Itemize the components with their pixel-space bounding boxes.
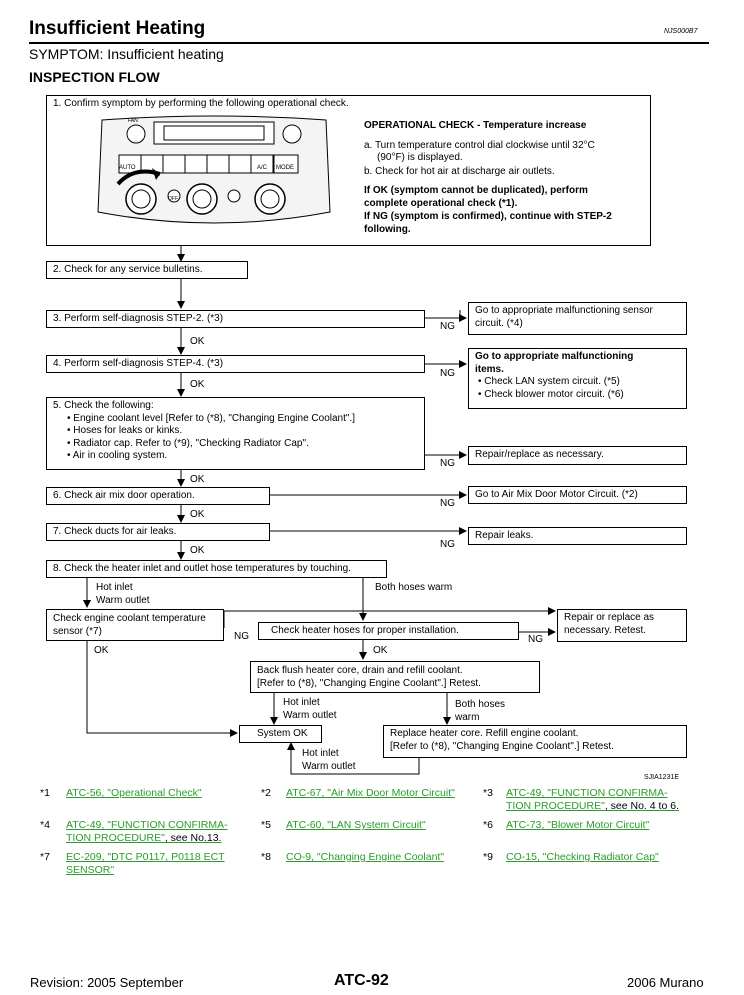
repair-replace-line1: Repair or replace as (564, 612, 655, 623)
step-7-ng-label: NG (440, 539, 455, 550)
step-2-box: 2. Check for any service bulletins. (46, 261, 248, 279)
op-ok-line1: If OK (symptom cannot be duplicated), perform (364, 185, 588, 196)
step-5-item-2: • Hoses for leaks or kinks. (67, 425, 183, 436)
panel-auto-label: AUTO (119, 165, 136, 171)
step-4-ng-label: NG (440, 368, 455, 379)
step-7-ng-box: Repair leaks. (468, 527, 687, 545)
footnote-4-num: *4 (40, 819, 50, 831)
check-coolant-line2: sensor (*7) (53, 626, 102, 637)
footnote-7-link-line1[interactable]: EC-209, "DTC P0117, P0118 ECT (66, 851, 225, 863)
op-ok-line2: complete operational check (*1). (364, 198, 518, 209)
step-6-box: 6. Check air mix door operation. (46, 487, 270, 505)
footnote-6-link[interactable]: ATC-73, "Blower Motor Circuit" (506, 819, 650, 831)
step-5-item-4: • Air in cooling system. (67, 450, 168, 461)
both-hoses-label: Both hoses (455, 699, 506, 710)
check-coolant-line1: Check engine coolant temperature (53, 613, 206, 624)
footer-page-number: ATC-92 (334, 972, 389, 989)
step-6-ng-label: NG (440, 498, 455, 509)
footnote-7-num: *7 (40, 851, 50, 863)
warm-outlet-label-3: Warm outlet (302, 761, 356, 772)
symptom-text: SYMPTOM: Insufficient heating (29, 46, 224, 62)
footnote-8-num: *8 (261, 851, 271, 863)
footnote-3-num: *3 (483, 787, 493, 799)
op-check-b: b. Check for hot air at discharge air outlets. (364, 166, 555, 177)
warm-label: warm (455, 712, 480, 723)
hoses-ok-label: OK (373, 645, 388, 656)
step-4-ng-item-2: • Check blower motor circuit. (*6) (478, 388, 624, 400)
step-3-ng-label: NG (440, 321, 455, 332)
step-3-ng-text: Go to appropriate malfunctioning sensor circuit. (*4) (475, 305, 653, 329)
step-8-box: 8. Check the heater inlet and outlet hose temperatures by touching. (46, 560, 387, 578)
replace-heater-core-box (383, 725, 687, 758)
repair-replace-line2: necessary. Retest. (564, 624, 647, 636)
system-ok-box: System OK (239, 725, 322, 743)
page-title: Insufficient Heating (29, 18, 206, 39)
back-flush-line2: [Refer to (*8), "Changing Engine Coolant".] Retest. (257, 678, 481, 689)
panel-fan-label: FAN (128, 118, 138, 124)
warm-outlet-label-1: Warm outlet (96, 595, 150, 606)
both-hoses-warm-label: Both hoses warm (375, 582, 453, 593)
footnote-9-num: *9 (483, 851, 493, 863)
footnote-7-link-line2[interactable]: SENSOR" (66, 864, 115, 876)
footnote-2-link[interactable]: ATC-67, "Air Mix Door Motor Circuit" (286, 787, 455, 799)
footnote-9-link[interactable]: CO-15, "Checking Radiator Cap" (506, 851, 659, 863)
step-6-ok-label: OK (190, 509, 205, 520)
step-4-box: 4. Perform self-diagnosis STEP-4. (*3) (46, 355, 425, 373)
step-5-ng-label: NG (440, 458, 455, 469)
step-5-item-3: • Radiator cap. Refer to (*9), "Checking Radiator Cap". (67, 437, 309, 449)
footer-revision: Revision: 2005 September (30, 975, 184, 990)
footnote-5-link[interactable]: ATC-60, "LAN System Circuit" (286, 819, 426, 831)
step-4-ng-box (468, 348, 687, 409)
hot-inlet-label-3: Hot inlet (302, 748, 339, 759)
op-check-a2: (90°F) is displayed. (377, 152, 463, 163)
hot-inlet-label-1: Hot inlet (96, 582, 133, 593)
footnote-8-link[interactable]: CO-9, "Changing Engine Coolant" (286, 851, 445, 863)
step-7-ok-label: OK (190, 545, 205, 556)
step-1-text: 1. Confirm symptom by performing the following operational check. (53, 98, 349, 109)
back-flush-box (250, 661, 540, 693)
footnote-1-link[interactable]: ATC-56, "Operational Check" (66, 787, 202, 799)
check-coolant-sensor-box (46, 609, 224, 641)
op-check-title: OPERATIONAL CHECK - Temperature increase (364, 120, 587, 131)
back-flush-line1: Back flush heater core, drain and refill coolant. (257, 665, 463, 676)
coolant-ng-label: NG (234, 631, 249, 642)
replace-core-line1: Replace heater core. Refill engine coolant. (390, 728, 579, 739)
hot-inlet-label-2: Hot inlet (283, 697, 320, 708)
footer-model: 2006 Murano (627, 975, 704, 990)
op-check-a1: a. Turn temperature control dial clockwise until 32°C (364, 140, 595, 151)
op-ng-line1: If NG (symptom is confirmed), continue with STEP-2 (364, 211, 612, 222)
repair-replace-box (557, 609, 687, 642)
footnote-1-num: *1 (40, 787, 50, 799)
footnote-5-num: *5 (261, 819, 271, 831)
step-5-box (46, 397, 425, 470)
op-ng-line2: following. (364, 224, 411, 235)
step-3-box: 3. Perform self-diagnosis STEP-2. (*3) (46, 310, 425, 328)
footnote-2-num: *2 (261, 787, 271, 799)
step-4-ng-title: Go to appropriate malfunctioning items. (475, 351, 634, 375)
step-5-item-1: • Engine coolant level [Refer to (*8), "Changing Engine Coolant".] (67, 412, 355, 424)
coolant-ok-label: OK (94, 645, 109, 656)
step-4-ng-item-1: • Check LAN system circuit. (*5) (478, 376, 620, 387)
footnote-6-num: *6 (483, 819, 493, 831)
panel-off-label: OFF (168, 196, 178, 202)
check-heater-hoses-box: Check heater hoses for proper installation. (258, 622, 519, 640)
section-code: NJS000B7 (664, 28, 698, 35)
footnote-4-link-line1[interactable]: ATC-49, "FUNCTION CONFIRMA- (66, 819, 228, 831)
replace-core-line2: [Refer to (*8), "Changing Engine Coolant".] Retest. (390, 740, 614, 752)
hoses-ng-label: NG (528, 634, 543, 645)
step-6-ng-box: Go to Air Mix Door Motor Circuit. (*2) (468, 486, 687, 504)
footnote-4-link-line2[interactable] (66, 832, 221, 845)
footnote-4-tail: , see No.13. (164, 832, 222, 844)
control-panel-illustration (94, 112, 334, 230)
inspection-flow-heading: INSPECTION FLOW (29, 69, 160, 85)
step-7-box: 7. Check ducts for air leaks. (46, 523, 270, 541)
warm-outlet-label-2: Warm outlet (283, 710, 337, 721)
footnote-3-link-line1[interactable]: ATC-49, "FUNCTION CONFIRMA- (506, 787, 668, 799)
figure-code: SJIA1231E (644, 774, 680, 781)
step-4-ok-label: OK (190, 379, 205, 390)
footnote-3-link-line2[interactable] (506, 800, 679, 813)
step-5-title: 5. Check the following: (53, 400, 154, 411)
panel-mode-label: MODE (276, 165, 294, 171)
footnote-3-tail: , see No. 4 to 6. (604, 800, 679, 812)
footnote-3-link-line2-text[interactable]: TION PROCEDURE" (506, 800, 605, 812)
footnote-4-link-line2-text[interactable]: TION PROCEDURE" (66, 832, 165, 844)
panel-ac-label: A/C (257, 165, 268, 171)
step-3-ok-label: OK (190, 336, 205, 347)
step-5-ok-label: OK (190, 474, 205, 485)
step-5-ng-box: Repair/replace as necessary. (468, 446, 687, 465)
step-3-ng-box (468, 302, 687, 335)
